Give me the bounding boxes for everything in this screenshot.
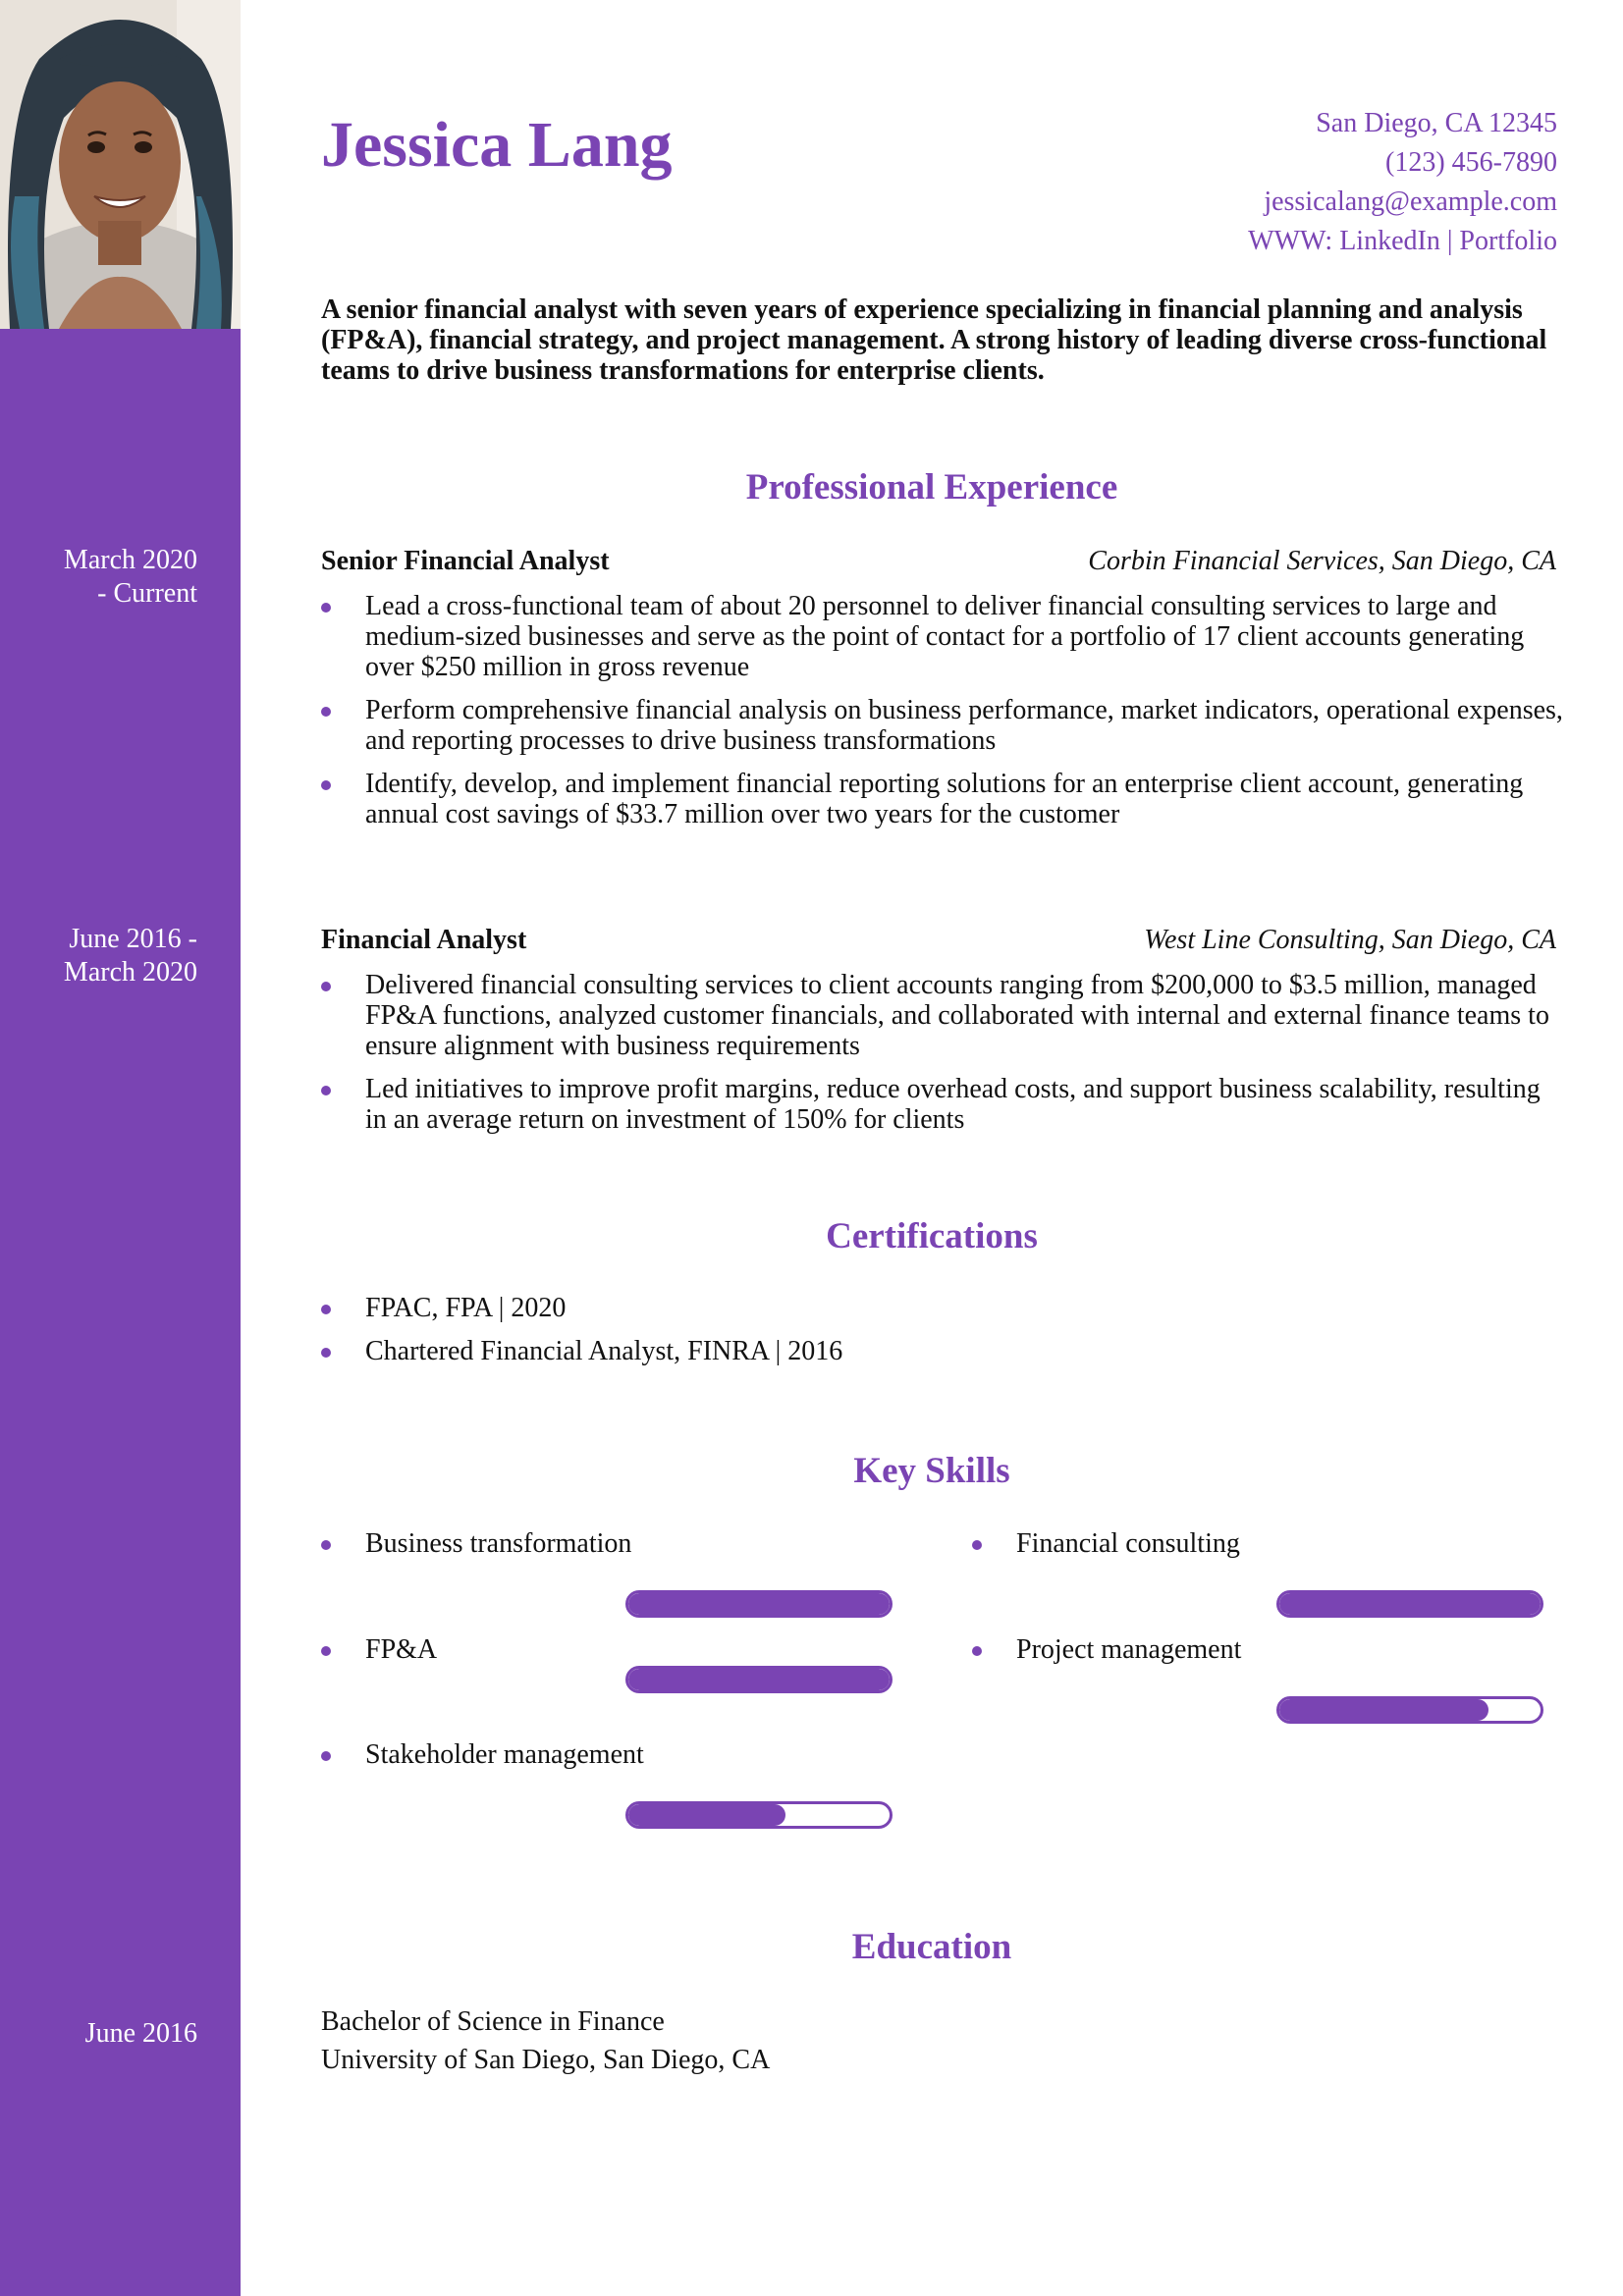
bullet-dot	[321, 1751, 331, 1761]
bullet-dot	[321, 1540, 331, 1550]
bullet-dot	[972, 1540, 982, 1550]
skill-level-bar	[625, 1590, 893, 1618]
education-degree: Bachelor of Science in Finance	[321, 2006, 665, 2037]
skill-item	[972, 1634, 1311, 1665]
section-title-experience: Professional Experience	[745, 467, 1118, 507]
certification-text: FPAC, FPA | 2020	[365, 1293, 567, 1323]
professional-summary: A senior financial analyst with seven years of experience specializing in financial planning and analysis (FP&A), financial strategy, and project management. A strong history of leading diverse cross-functional teams to drive business transformations for enterprise clients.	[321, 294, 1547, 386]
job-1-header	[321, 545, 1556, 578]
list-item	[321, 769, 1568, 829]
candidate-name: Jessica Lang	[321, 109, 673, 181]
bullet-dot	[321, 1348, 331, 1358]
list-item	[321, 1293, 1568, 1323]
list-item	[321, 1336, 1568, 1366]
bullet-dot	[321, 780, 331, 790]
bullet-dot	[321, 1086, 331, 1095]
skill-level-bar	[1276, 1696, 1543, 1724]
bullet-text: Led initiatives to improve profit margins, reduce overhead costs, and support business scalability, resulting in an average return on investment of 150% for clients	[365, 1074, 1541, 1135]
skill-level-fill	[1279, 1593, 1541, 1615]
list-item	[321, 591, 1568, 682]
bullet-dot	[321, 603, 331, 613]
skill-item	[321, 1634, 660, 1665]
bullet-text: Perform comprehensive financial analysis on business performance, market indicators, operational expenses, and reporting processes to drive business transformations	[365, 695, 1563, 756]
skill-item	[321, 1528, 660, 1559]
education-school: University of San Diego, San Diego, CA	[321, 2045, 771, 2075]
bullet-dot	[972, 1646, 982, 1656]
experience-2-dates	[1, 923, 197, 989]
job-1-title: Senior Financial Analyst	[321, 546, 610, 576]
contact-address: San Diego, CA 12345	[1316, 108, 1557, 138]
skill-label: Stakeholder management	[365, 1739, 644, 1770]
skill-level-bar	[625, 1666, 893, 1693]
section-title-education: Education	[851, 1927, 1012, 1967]
job-2-header	[321, 924, 1556, 957]
skill-level-bar	[1276, 1590, 1543, 1618]
certification-text: Chartered Financial Analyst, FINRA | 2016	[365, 1336, 843, 1366]
skill-level-fill	[1279, 1699, 1488, 1721]
bullet-text: Lead a cross-functional team of about 20 personnel to deliver financial consulting services to large and medium-sized businesses and serve as the point of contact for a portfolio of 17 client accounts generating over $250 million in gross revenue	[365, 591, 1525, 682]
bullet-text: Identify, develop, and implement financial reporting solutions for an enterprise client account, generating annual cost savings of $33.7 million over two years for the customer	[365, 769, 1524, 829]
job-1-bullets	[321, 591, 1568, 829]
skill-label: Financial consulting	[1016, 1528, 1240, 1559]
contact-web-links[interactable]: WWW: LinkedIn | Portfolio	[1248, 226, 1557, 256]
skill-level-fill	[628, 1669, 890, 1690]
job-2-title: Financial Analyst	[321, 925, 527, 955]
skill-item	[321, 1739, 660, 1770]
sidebar	[0, 0, 241, 2296]
job-1-company: Corbin Financial Services, San Diego, CA	[1088, 546, 1556, 576]
experience-1-date-start: March 2020	[63, 545, 197, 575]
list-item	[321, 695, 1568, 756]
bullet-text: Delivered financial consulting services to client accounts ranging from $200,000 to $3.5 million, managed FP&A functions, analyzed customer financials, and collaborated with internal and external finance teams to ensure alignment with business requirements	[365, 970, 1549, 1061]
bullet-dot	[321, 1646, 331, 1656]
bullet-dot	[321, 1305, 331, 1314]
job-2-company: West Line Consulting, San Diego, CA	[1144, 925, 1556, 955]
certifications-list	[321, 1293, 1568, 1366]
contact-email[interactable]: jessicalang@example.com	[1264, 187, 1557, 217]
skill-item	[972, 1528, 1311, 1559]
experience-1-dates	[1, 544, 197, 611]
contact-block	[1248, 104, 1557, 261]
skill-level-fill	[628, 1593, 890, 1615]
profile-photo	[0, 0, 241, 329]
bullet-dot	[321, 982, 331, 991]
experience-1-date-end: - Current	[97, 578, 197, 609]
section-title-skills: Key Skills	[853, 1451, 1010, 1491]
bullet-dot	[321, 707, 331, 717]
contact-phone[interactable]: (123) 456-7890	[1385, 147, 1557, 178]
education-block	[321, 2002, 770, 2079]
list-item	[321, 1074, 1568, 1135]
skill-label: Project management	[1016, 1634, 1242, 1665]
job-2-bullets	[321, 970, 1568, 1135]
skill-label: FP&A	[365, 1634, 438, 1665]
education-date: June 2016	[84, 2018, 197, 2049]
experience-2-date-end: March 2020	[63, 957, 197, 988]
section-title-certifications: Certifications	[826, 1216, 1038, 1256]
skill-level-bar	[625, 1801, 893, 1829]
skill-level-fill	[628, 1804, 785, 1826]
skill-label: Business transformation	[365, 1528, 632, 1559]
experience-2-date-start: June 2016 -	[69, 924, 197, 954]
list-item	[321, 970, 1568, 1061]
